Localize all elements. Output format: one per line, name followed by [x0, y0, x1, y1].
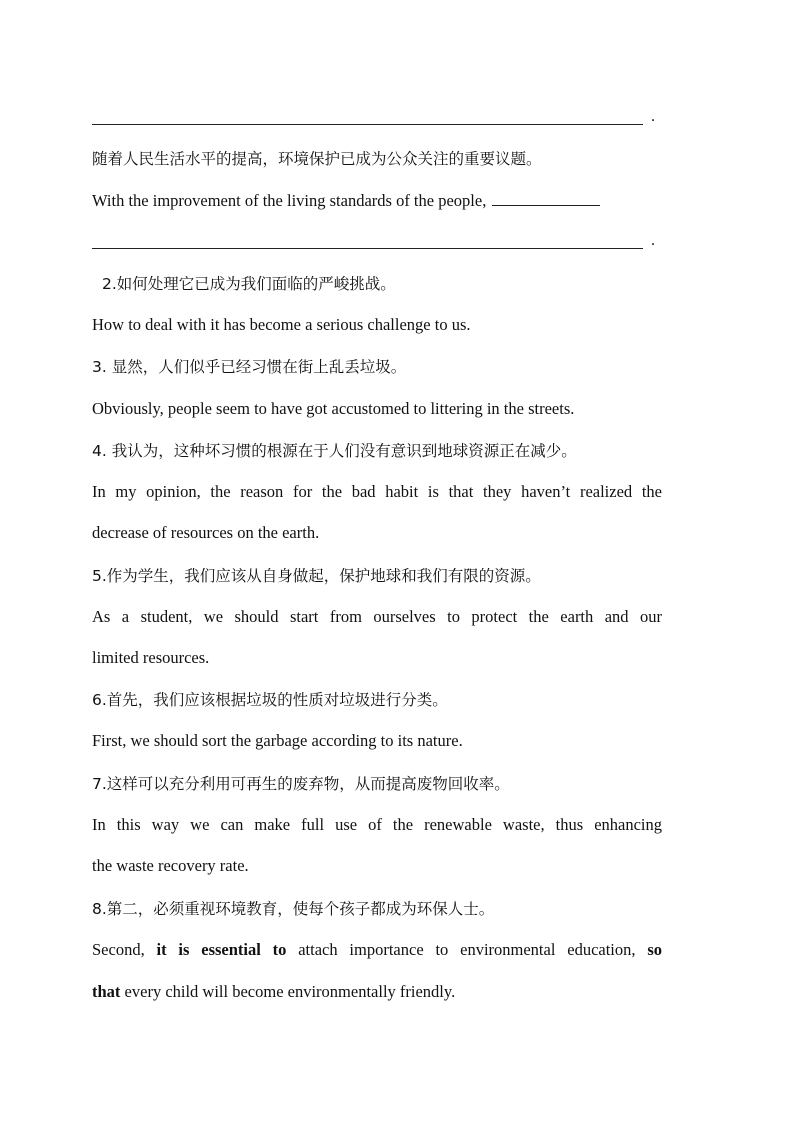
- english-sentence-7-line-1: In this way we can make full use of the renewable waste, thus enhancing: [92, 815, 662, 834]
- english-sentence-4-line-2: decrease of resources on the earth.: [92, 523, 320, 542]
- english-sentence-6: First, we should sort the garbage according to its nature.: [92, 731, 463, 750]
- english-sentence-2: How to deal with it has become a serious challenge to us.: [92, 315, 471, 334]
- chinese-sentence-intro: 随着人民生活水平的提高，环境保护已成为公众关注的重要议题。: [92, 150, 542, 168]
- key-phrase-essential: it is essential to: [156, 940, 287, 959]
- chinese-sentence-2: 2.如何处理它已成为我们面临的严峻挑战。: [102, 275, 396, 293]
- english-sentence-8-post: every child will become environmentally friendly.: [120, 982, 456, 1001]
- english-sentence-8-line-1: [92, 939, 662, 961]
- chinese-sentence-7: 7.这样可以充分利用可再生的废弃物，从而提高废物回收率。: [92, 775, 510, 793]
- period-mark-1: .: [651, 108, 655, 125]
- english-sentence-5-line-2: limited resources.: [92, 648, 210, 667]
- chinese-sentence-3: 3. 显然，人们似乎已经习惯在街上乱丢垃圾。: [92, 358, 407, 376]
- english-sentence-8-line-2: [92, 981, 662, 1003]
- answer-blank-line-1[interactable]: [92, 124, 643, 125]
- key-phrase-so: so: [647, 940, 662, 959]
- english-sentence-5-line-1: As a student, we should start from ourselves to protect the earth and our: [92, 607, 662, 626]
- english-sentence-8-mid: attach importance to environmental education,: [286, 940, 648, 959]
- answer-blank-line-2[interactable]: [92, 248, 643, 249]
- chinese-sentence-8: 8.第二，必须重视环境教育，使每个孩子都成为环保人士。: [92, 900, 495, 918]
- english-sentence-intro-text: With the improvement of the living standards of the people,: [92, 191, 487, 210]
- english-sentence-3: Obviously, people seem to have got accustomed to littering in the streets.: [92, 399, 575, 418]
- chinese-sentence-4: 4. 我认为，这种坏习惯的根源在于人们没有意识到地球资源正在减少。: [92, 442, 577, 460]
- answer-inline-blank[interactable]: [492, 191, 600, 206]
- english-sentence-7-line-2: the waste recovery rate.: [92, 856, 249, 875]
- period-mark-2: .: [651, 232, 655, 249]
- english-sentence-intro: [92, 190, 662, 212]
- key-phrase-that: that: [92, 982, 121, 1001]
- chinese-sentence-5: 5.作为学生，我们应该从自身做起，保护地球和我们有限的资源。: [92, 567, 541, 585]
- chinese-sentence-6: 6.首先，我们应该根据垃圾的性质对垃圾进行分类。: [92, 691, 448, 709]
- english-sentence-4-line-1: In my opinion, the reason for the bad habit is that they haven’t realized the: [92, 482, 662, 501]
- english-sentence-8-pre: Second,: [92, 940, 157, 959]
